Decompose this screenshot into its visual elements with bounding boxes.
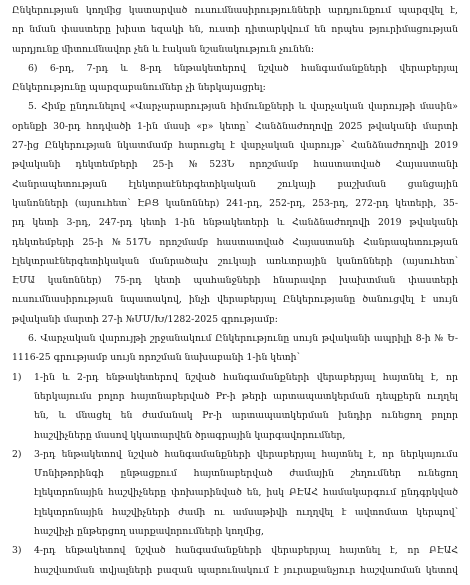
list-item-number: 3) (12, 545, 22, 557)
text-line: Հանրապետության էլեկտրաէներգետիկական շուկայի բաշխման ցանցային (12, 178, 458, 190)
text-line: ԷՄԱ կանոններ) 75-րդ կետի պահանջների հնարավոր խախտման փաստերի (12, 275, 458, 287)
list-item-body (34, 445, 458, 541)
text-line: դեկտեմբերի 25-ի №517Ն որոշմամբ հաստատված Հայաստանի Հանրապետության (12, 236, 458, 248)
list-item (12, 445, 458, 541)
list-item-number: 2) (12, 448, 22, 460)
text-line: Ընկերությունը պարզաբանումներ չի ներկայացրել: (12, 82, 266, 94)
list-item-body (34, 368, 458, 445)
text-line: հաշվառման տվյալների բազան պարունակում է յուրաքանչյուր հաշվառման կետով (34, 564, 458, 576)
text-line: 3-րդ ենթակետով նշված հանգամանքների վերաբերյալ հայտնել է, որ ներկայումս (34, 448, 458, 460)
paragraph-6 (12, 329, 458, 368)
text-line: 6. Վարչական վարույթի շրջանակում Ընկերությունը սույն թվականի ապրիլի 8-ի № Ե- (28, 333, 458, 345)
text-line: 6) 6-րդ, 7-րդ և 8-րդ ենթակետերով նշված հանգամանքների վերաբերյալ (28, 62, 458, 74)
text-line: հաշվիչները մասով կկատարվեն ծրագրային կարգավորումներ, (34, 429, 346, 441)
text-line: որ նման փաստերը խիստ եզակի են, ուստի դիտարկվում են որպես թյուրիմացության (12, 24, 458, 36)
text-line: են, և մնացել են ժամանակ Pr-ի արտապատկերման խնդիր ունեցող բոլոր (34, 410, 458, 422)
text-line: թվականի դեկտեմբերի 25-ի №523Ն որոշմամբ հաստատված Հայաստանի (12, 159, 458, 171)
text-line: 1116-25 գրությամբ սույն որոշման նախաբանի 1-ին կետի՝ (12, 352, 300, 364)
list-item (12, 541, 458, 580)
text-line: ներկայումս բոլոր հայտնաբերված Pr-ի թերի արտապատկերման դեպքերն ուղղել (34, 390, 458, 402)
text-line: 5. Հիմք ընդունելով «Վարչարարության հիմունքների և վարչական վարույթի մասին» (28, 101, 458, 113)
text-line: էլեկտրաէներգետիկական մանրածախ շուկայի առևտրային կանոնների (այսուհետ՝ (12, 255, 458, 267)
text-line: էլեկտրոնային հաշվիչները փոխարինված են, իսկ ԲԷԱՀ համակարգում ընդգրկված (34, 487, 458, 499)
text-line: Մոնիթորինգի ընթացքում հայտնաբերված ժամային շեղումներ ունեցող (34, 468, 458, 480)
paragraph-5 (12, 97, 458, 329)
paragraph-intro (12, 1, 458, 59)
text-line: Ընկերության կողմից կատարված ուսումնասիրությունների արդյունքում պարզվել է, (12, 5, 458, 16)
text-line: րդ կետի 3-րդ, 247-րդ կետի 1-ին ենթակետերի և Հանձնաժողովի 2019 թվականի (12, 217, 458, 229)
paragraph-item-6 (12, 59, 458, 98)
text-line: հաշվիչի ընթերցող սարքավորումների կողմից, (34, 526, 265, 538)
list-item-number: 1) (12, 371, 22, 383)
text-line: 27-ից Ընկերության նկատմամբ հարուցել է վարչական վարույթ՝ Հանձնաժողովի 2019 (12, 140, 458, 152)
text-line: 1-ին և 2-րդ ենթակետերով նշված հանգամանքների վերաբերյալ հայտնել է, որ (34, 371, 458, 383)
text-line: օրենքի 30-րդ հոդվածի 1-ին մասի «բ» կետը՝ Հանձնաժողովը 2025 թվականի մարտի (12, 120, 458, 132)
text-line: էլեկտրոնային հաշվիչների ժամի ու ամսաթիվի ուղղվել է ավտոմատ կերպով՝ (34, 506, 458, 518)
list-item-body (34, 541, 458, 580)
text-line: 4-րդ ենթակետով նշված հանգամանքների վերաբերյալ հայտնել է, որ ԲԷԱՀ (34, 545, 458, 557)
text-line: արդյունք միտումնավոր չեն և էական նշանակություն չունեն: (12, 43, 314, 55)
text-line: ուսումնասիրության նպատակով, ինչի վերաբերյալ Ընկերությանը ծանուցվել է սույն (12, 294, 458, 306)
text-line: կանոնների (այսուհետ՝ ԷԲՑ կանոններ) 241-րդ, 252-րդ, 253-րդ, 272-րդ կետերի, 35- (12, 197, 458, 209)
list-item (12, 368, 458, 445)
text-line: թվականի մարտի 27-ի №ՄՄ/Խ/1282-2025 գրությամբ: (12, 313, 278, 325)
